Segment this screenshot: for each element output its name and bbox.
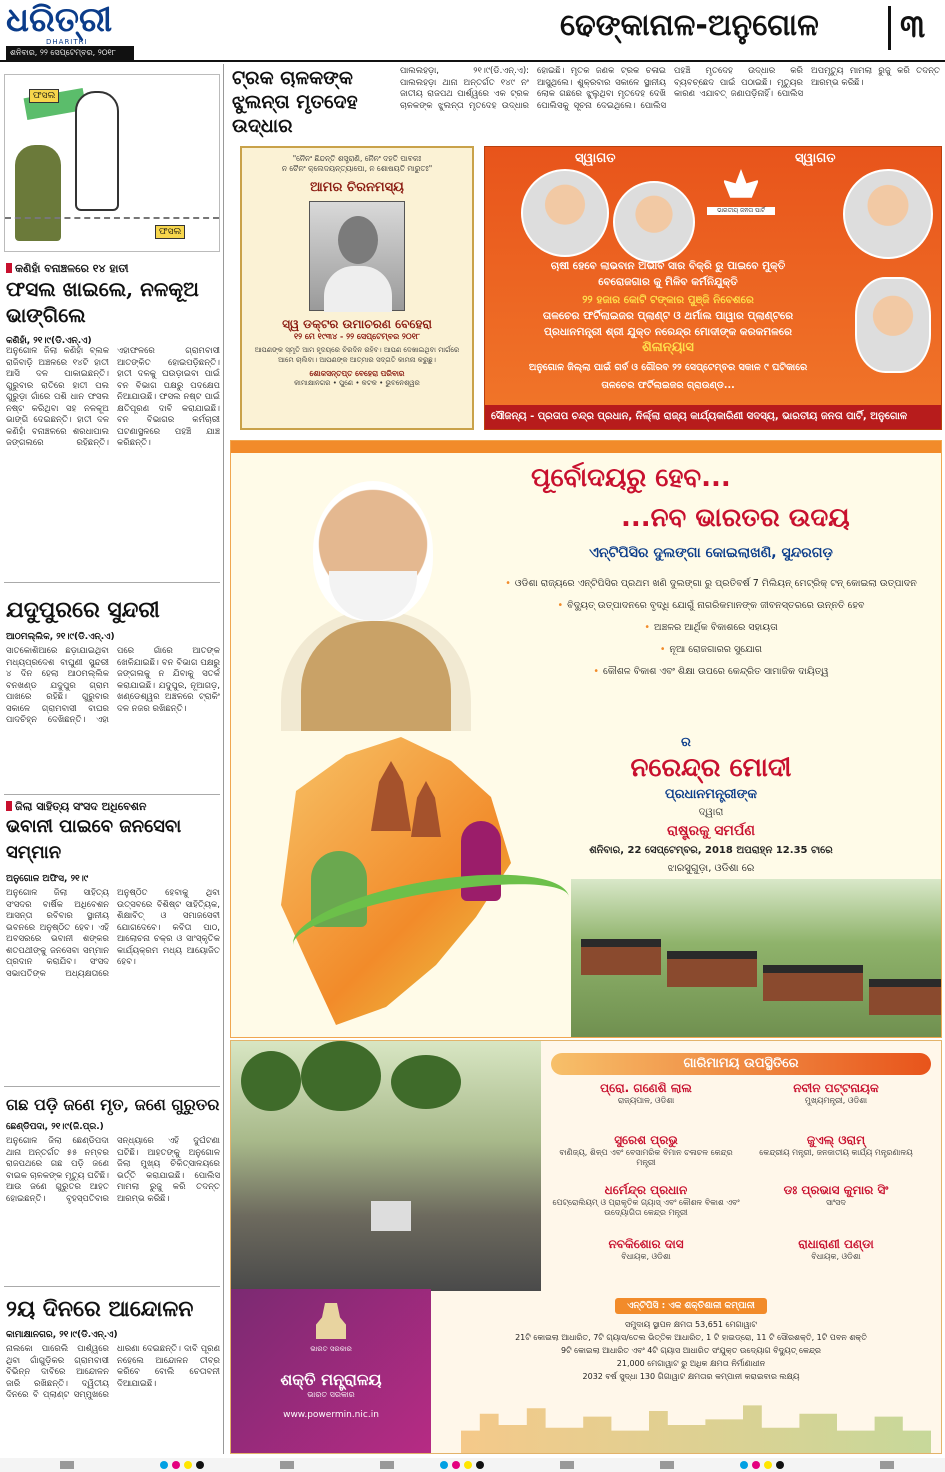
- tree-icon: [391, 1055, 461, 1109]
- ad-footer: ସୌଜନ୍ୟ - ପ୍ରତାପ ଚନ୍ଦ୍ର ପ୍ରଧାନ, ନିର୍ଲ୍ଲା ରାଜ୍ୟ କାର୍ଯ୍ୟକାରିଣୀ ସଦସ୍ୟ, ଭାରତୀୟ ଜନତା ପାର୍ଟି, ଅନୁଗୋଳ: [485, 405, 941, 429]
- guest-item: [741, 1133, 931, 1158]
- portrait-photo: [855, 277, 931, 373]
- divider: [4, 582, 220, 583]
- facts-title: ଏନ୍‌ଟିପିସି : ଏକ ଶକ୍ତିଶାଳୀ କମ୍ପାନୀ: [615, 1298, 767, 1314]
- guest-name: ସୁରେଶ ପ୍ରଭୁ: [614, 1133, 678, 1147]
- power-ministry-advertisement: [230, 1040, 942, 1454]
- list-item: • କୌଶଳ ବିକାଶ ଏବଂ ଶିକ୍ଷା ଉପରେ କେନ୍ଦ୍ରିତ ସାମାଜିକ ଦାୟିତ୍ୱ: [491, 661, 931, 683]
- list-item: • ନୂଆ ରୋଜଗାରର ସୁଯୋଗ: [491, 639, 931, 661]
- divider: [4, 794, 220, 795]
- article-dateline: କଣିହାଁ, ୨୧।୯(ଡି.ଏନ୍.ଏ): [6, 336, 92, 346]
- obituary-title: ଆମର ଚିରନମସ୍ୟ: [310, 180, 404, 195]
- ad-connector: ଦ୍ୱାରା: [698, 807, 724, 818]
- left-column: [0, 64, 224, 1454]
- article-truck-driver: [232, 66, 942, 136]
- obituary-name: ସ୍ୱ ଡକ୍ଟର ଉମାଚରଣ ବେହେରା: [282, 317, 432, 331]
- ad-heading-2: ...ନବ ଭାରତର ଉଦୟ: [621, 503, 850, 533]
- registration-mark: [560, 1461, 574, 1469]
- guest-item: [551, 1133, 741, 1168]
- ad-line: ପ୍ରଧାନମନ୍ତ୍ରୀ ଶ୍ରୀ ଯୁକ୍ତ ନରେନ୍ଦ୍ର ମୋଦୀଙ୍କ କରକମଳରେ: [544, 326, 792, 338]
- article-sahitya: [6, 800, 220, 1128]
- guest-item: [551, 1237, 741, 1262]
- registration-mark: [880, 1461, 894, 1469]
- ntpc-advertisement: [230, 440, 942, 1038]
- fact-item: 9ଟି କୋଇଲା ଆଧାରିତ ଏବଂ 4ଟି ଗ୍ୟାସ ଆଧାରିତ ସଂଯୁକ୍ତ ଉଦ୍ୟୋଗ ବିଦ୍ୟୁତ୍ କେନ୍ଦ୍ର: [561, 1346, 821, 1355]
- cartoon-box-label: ଫସଲ: [155, 225, 185, 239]
- event-datetime: ଶନିବାର, 22 ସେପ୍ଟେମ୍ବର, 2018 ଅପରାହ୍ନ 12.35 ଟାରେ: [589, 845, 833, 856]
- fact-item: 21ଟି କୋଇଲା ଆଧାରିତ, 7ଟି ଗ୍ୟାସ/ତେଲ ଭିତ୍ତିକ ଆଧାରିତ, 1 ଟି ହାଇଡ୍ରୋ, 11 ଟି ସୌରଶକ୍ତି, 1ଟି ପବନ ଶକ୍ତି: [515, 1333, 867, 1342]
- registration-mark: [280, 1461, 294, 1469]
- list-item: • ଅଞ୍ଚଳର ଆର୍ଥିକ ବିକାଶରେ ସହାୟତା: [491, 617, 931, 639]
- article-body: ଅନୁଗୋଳ ଜିଲା କଣିହାଁ ବ୍ଲକ ରାଜିବାଡ଼ି ଅଞ୍ଚଳରେ ୧୪ଟି ହାତୀ ଆସି ଦଳ ପାକାଇଛନ୍ତି। ଗୁରୁବାର ରାତିରେ ହାତୀ ପଲ ଗୁରୁଡ଼ା ଗାଁରେ ପଶି ଧାନ ଫସଲ ନଷ୍ଟ କରିଥିବା ସହ ନଳକୂଅ ଭାଙ୍ଗି ଦେଇଛନ୍ତି। ହାତୀ ଦଳ କଣିହାଁ ବନାଞ୍ଚଳରେ ଶରଧାପାଲ ଜଙ୍ଗଲରେ ରହିଛନ୍ତି। ଏହାଫଳରେ ଗ୍ରାମବାସୀ ଆତଙ୍କିତ ହୋଇପଡ଼ିଛନ୍ତି। ହାତୀ ଦଳକୁ ଘଉଡ଼ାଇବା ପାଇଁ ବନ ବିଭାଗ ପକ୍ଷରୁ ପଦକ୍ଷେପ ନିଆଯାଉଛି। ଫସଲ ନଷ୍ଟ ପାଇଁ କ୍ଷତିପୂରଣ ଦାବି କରାଯାଇଛି। ବନ ବିଭାଗର କର୍ମଚାରୀ ଘଟଣାସ୍ଥଳରେ ପହଞ୍ଚି ଯାଞ୍ଚ କରିଛନ୍ତି।: [6, 346, 220, 448]
- guest-role: ବାଣିଜ୍ୟ, ଶିଳ୍ପ ଏବଂ ବେସାମରିକ ବିମାନ ଚଳାଚଳ କେନ୍ଦ୍ର ମନ୍ତ୍ରୀ: [559, 1148, 733, 1167]
- obituary-family-places: କାମାକ୍ଷାନଗର • ପୁଣେ • କଟକ • ଭୁବନେଶ୍ୱର: [294, 379, 420, 387]
- magenta-dot: [752, 1461, 760, 1469]
- party-name: ଭାରତୀୟ ଜନତା ପାର୍ଟି: [707, 207, 775, 215]
- ministry-url[interactable]: www.powermin.nic.in: [283, 1410, 379, 1420]
- black-dot: [196, 1461, 204, 1469]
- fact-item: ସମୁଦାୟ ସ୍ଥାପନ କ୍ଷମତା 53,651 ମେଗାୱାଟ: [625, 1320, 757, 1329]
- cyan-dot: [160, 1461, 168, 1469]
- guest-role: ବିଧାୟକ, ଓଡିଶା: [621, 1252, 671, 1261]
- man-figure-icon: [75, 91, 119, 211]
- bjp-advertisement: [484, 146, 942, 430]
- govt-label: ଭାରତ ସରକାର: [310, 1345, 352, 1353]
- portrait-photo: [309, 201, 405, 311]
- national-emblem-icon: [316, 1303, 346, 1339]
- article-kicker: ଜିଲା ସାହିତ୍ୟ ସଂସଦ ଅଧିବେଶନ: [6, 800, 220, 814]
- divider: [888, 6, 891, 50]
- article-protest: [6, 1294, 220, 1460]
- tree-icon: [241, 1051, 301, 1111]
- obituary-text: ଆପଣଙ୍କ ସ୍ମୃତି ଆମ ହୃଦୟରେ ଚିରଦିନ ରହିବ। ଆପଣ ଦେଖାଇଥିବା ମାର୍ଗରେ ଆମେ ଚାଲିବା। ଆପଣଙ୍କ ଆତ୍ମାର ସଦ୍‌ଗତି କାମନା କରୁଛୁ।: [254, 346, 460, 364]
- pm-portrait-photo: [271, 471, 481, 721]
- ntpc-facts: [451, 1293, 931, 1443]
- ad-connector: ର: [681, 735, 691, 750]
- wagon-icon: [667, 951, 757, 987]
- welcome-left: ସ୍ୱାଗତ: [575, 151, 616, 166]
- logo-subtext: DHARITRI: [46, 38, 88, 46]
- article-tree-fall: [6, 1094, 220, 1284]
- guest-name: ନବକିଶୋର ଦାସ: [608, 1237, 684, 1251]
- divider: [4, 1286, 220, 1287]
- article-kicker: କଣିହାଁ ବନାଞ୍ଚଳରେ ୧୪ ହାତୀ: [6, 262, 220, 276]
- guest-role: ମୁଖ୍ୟମନ୍ତ୍ରୀ, ଓଡିଶା: [804, 1096, 868, 1105]
- registration-mark: [660, 1461, 674, 1469]
- magenta-dot: [452, 1461, 460, 1469]
- cyan-dot: [440, 1461, 448, 1469]
- logo-text: ଧରିତ୍ରୀ: [6, 0, 113, 40]
- ad-line: ଶିଳାନ୍ୟାସ: [642, 340, 694, 355]
- article-dateline: କାମାକ୍ଷାନଗର, ୨୧।୯(ଡି.ଏନ୍.ଏ): [6, 1330, 118, 1340]
- magenta-dot: [172, 1461, 180, 1469]
- yellow-dot: [184, 1461, 192, 1469]
- pm-title: ପ୍ରଧାନମନ୍ତ୍ରୀଙ୍କ: [664, 787, 758, 802]
- guest-name: ଧର୍ମେନ୍ଦ୍ର ପ୍ରଧାନ: [604, 1183, 688, 1197]
- coal-train-photo: [571, 879, 942, 1038]
- tree-icon: [301, 1041, 381, 1111]
- coal-mine-photo: [231, 1041, 541, 1291]
- article-tiger: [6, 594, 220, 792]
- ministry-sub: ଭାରତ ସରକାର: [307, 1390, 355, 1399]
- event-place: ଝାରସୁଗୁଡ଼ା, ଓଡିଶା ରେ: [667, 863, 755, 874]
- obituary-ad: [240, 146, 474, 430]
- ad-line: ବେରୋଜଗାର କୁ ମିଳିବ କର୍ମନିଯୁକ୍ତି: [598, 276, 738, 288]
- obituary-quote: "ନୈନଂ ଛିନ୍ଦନ୍ତି ଶସ୍ତ୍ରାଣି, ନୈନଂ ଦହତି ପାବକଃ ନ ଚୈନଂ କ୍ଲେଦୟନ୍ତ୍ୟାପୋ, ନ ଶୋଷୟତି ମାରୁତଃ": [281, 154, 433, 173]
- obituary-dates: ୧୨ ମେ ୧୯୩୪ - ୨୨ ସେପ୍ଟେମ୍ବର ୨୦୧୮: [293, 332, 421, 341]
- guest-name: ପ୍ରୋ. ଗଣେଶି ଲାଲ: [600, 1081, 692, 1095]
- article-headline: ଯଦୁପୁରରେ ସୁନ୍ଦରୀ: [6, 597, 160, 623]
- article-body: ପାଲଲହଡ଼ା, ୨୧।୯(ଡି.ଏନ୍.ଏ): ପାଲଲହଡ଼ା ଥାନା ଅନ୍ତର୍ଗତ ୧୪୯ ନଂ ଜାତୀୟ ରାଜପଥ ପାର୍ଶ୍ୱରେ ଏକ ଟ୍ରକ ଚାଳକଙ୍କ ଝୁଲନ୍ତା ମୃତଦେହ ଉଦ୍ଧାର ହୋଇଛି। ମୃତକ ଜଣକ ଟ୍ରକ ଚଳାଇ ଆସୁଥିଲେ। ଶୁକ୍ରବାର ସକାଳେ ସ୍ଥାନୀୟ ଲୋକ ଗଛରେ ଝୁଲୁଥିବା ମୃତଦେହ ଦେଖି ପୋଲିସକୁ ସୂଚନା ଦେଇଥିଲେ। ପୋଲିସ ପହଞ୍ଚି ମୃତଦେହ ଉଦ୍ଧାର କରି ବ୍ୟବଚ୍ଛେଦ ପାଇଁ ପଠାଇଛି। ମୃତ୍ୟୁର କାରଣ ଏଯାବତ୍ ଜଣାପଡ଼ିନାହିଁ। ପୋଲିସ ଅପମୃତ୍ୟୁ ମାମଲା ରୁଜୁ କରି ତଦନ୍ତ ଆରମ୍ଭ କରିଛି।: [400, 66, 940, 111]
- guest-name: ନବୀନ ପଟ୍ଟନାୟକ: [793, 1081, 879, 1095]
- page-title: ଢେଙ୍କାନାଳ-ଅନୁଗୋଳ: [560, 8, 819, 43]
- guest-role: ରାଜ୍ୟପାଳ, ଓଡିଶା: [617, 1096, 675, 1105]
- truck-icon: [371, 1201, 411, 1231]
- page-number: ୩: [900, 7, 926, 45]
- guest-name: ଡଃ ପ୍ରଭାସ କୁମାର ସିଂ: [783, 1183, 889, 1197]
- guest-item: [551, 1183, 741, 1218]
- article-dateline: ଛେଣ୍ଡିପଦା, ୨୧।୯(ଜି.ପ୍ର.): [6, 1122, 104, 1132]
- ad-section-title: ଗାରିମାମୟ ଉପସ୍ଥିତିରେ: [551, 1053, 931, 1075]
- yellow-dot: [464, 1461, 472, 1469]
- registration-mark: [380, 1461, 394, 1469]
- guest-role: ସାଂସଦ: [826, 1198, 846, 1207]
- ad-dedication: ରାଷ୍ଟ୍ରକୁ ସମର୍ପଣ: [667, 823, 755, 839]
- guest-role: ପେଟ୍ରୋଲିୟମ୍ ଓ ପ୍ରାକୃତିକ ଗ୍ୟାସ୍ ଏବଂ କୌଶଳ ବିକାଶ ଏବଂ ଉଦ୍ୟୋଗିତା କେନ୍ଦ୍ର ମନ୍ତ୍ରୀ: [552, 1198, 740, 1217]
- cyan-dot: [740, 1461, 748, 1469]
- ad-points: [491, 573, 931, 683]
- wagon-icon: [581, 939, 661, 975]
- lotus-icon: [723, 169, 759, 205]
- article-headline: ଗଛ ପଡ଼ି ଜଣେ ମୃତ, ଜଣେ ଗୁରୁତର: [6, 1095, 220, 1114]
- portrait-photo: [613, 181, 695, 263]
- ad-line: ତାଳଚେର ଫର୍ଟିଲାଇଜର ଗ୍ରାଉଣ୍ଡ...: [601, 380, 735, 391]
- portrait-photo: [521, 169, 609, 257]
- guest-role: କେନ୍ଦ୍ରୀୟ ମନ୍ତ୍ରୀ, ଜନଜାତୀୟ କାର୍ଯ୍ୟ ମନ୍ତ୍ରଣାଳୟ: [759, 1148, 913, 1157]
- fact-item: 21,000 ମେଗାୱାଟ ରୁ ଅଧିକ କ୍ଷମତା ନିର୍ମାଣାଧୀନ: [616, 1359, 766, 1368]
- guest-role: ବିଧାୟକ, ଓଡିଶା: [811, 1252, 861, 1261]
- ministry-name: ଶକ୍ତି ମନ୍ତ୍ରାଳୟ: [280, 1370, 382, 1389]
- yellow-dot: [764, 1461, 772, 1469]
- article-dateline: ଆଠମଲ୍ଲିକ, ୨୧।୯(ଡି.ଏନ୍.ଏ): [6, 632, 115, 642]
- obituary-family: ଶୋକସନ୍ତପ୍ତ ବେହେରା ପରିବାର: [309, 369, 405, 378]
- print-color-bar: [0, 1458, 945, 1472]
- article-body: ଅନୁଗୋଳ ଜିଲା ଛେଣ୍ଡିପଦା ଥାନା ଅନ୍ତର୍ଗତ ୫୫ ନମ୍ବର ରାଜପଥରେ ଗଛ ପଡ଼ି ଜଣେ ବାଇକ ଚାଳକଙ୍କ ମୃତ୍ୟୁ ଘଟିଛି। ଆଉ ଜଣେ ଗୁରୁତର ଆହତ ହୋଇଛନ୍ତି। ବୃହସ୍ପତିବାର ସନ୍ଧ୍ୟାରେ ଏହି ଦୁର୍ଘଟଣା ଘଟିଛି। ଆହତଙ୍କୁ ଅନୁଗୋଳ ଜିଲା ମୁଖ୍ୟ ଚିକିତ୍ସାଳୟରେ ଭର୍ତ୍ତି କରାଯାଇଛି। ପୋଲିସ ମାମଲା ରୁଜୁ କରି ତଦନ୍ତ ଆରମ୍ଭ କରିଛି।: [6, 1136, 220, 1204]
- article-headline: ଫସଲ ଖାଇଲେ, ନଳକୂଅ ଭାଙ୍ଗିଲେ: [6, 277, 199, 327]
- fence-icon: [5, 217, 219, 241]
- article-headline: ଭବାନୀ ପାଇବେ ଜନସେବା ସମ୍ମାନ: [6, 816, 182, 863]
- decorative-band: [231, 441, 941, 453]
- ad-heading-1: ପୂର୍ବୋଦୟରୁ ହେବ...: [531, 463, 731, 493]
- wagon-icon: [763, 965, 863, 1001]
- ministry-brand-panel: [231, 1289, 431, 1454]
- black-dot: [776, 1461, 784, 1469]
- list-item: • ବିଦ୍ୟୁତ୍ ଉତ୍ପାଦନରେ ବୃଦ୍ଧି ଯୋଗୁଁ ନାଗରିକମାନଙ୍କ ଜୀବନସ୍ତରରେ ଉନ୍ନତି ହେବ: [491, 595, 931, 617]
- ad-line: ତାଳଚେର ଫର୍ଟିଲାଇଜର ପ୍ଲାଣ୍ଟ ଓ ଥର୍ମାଲ ପାୱାର ପ୍ଲାଣ୍ଟରେ: [542, 310, 794, 322]
- guest-name: ରାଧାରାଣୀ ପଣ୍ଡା: [798, 1237, 874, 1251]
- guest-item: [741, 1183, 931, 1208]
- guest-item: [741, 1081, 931, 1106]
- guest-item: [551, 1081, 741, 1106]
- ad-line: ଅନୁଗୋଳ ଜିଲ୍ଲା ପାଇଁ ଗର୍ବ ଓ ଗୌରବ ୨୨ ସେପ୍ଟେମ୍ବର ସକାଳ ୯ ଘଟିକାରେ: [528, 362, 808, 373]
- divider: [4, 1086, 220, 1087]
- welcome-right: ସ୍ୱାଗତ: [795, 151, 836, 166]
- wagon-icon: [869, 979, 942, 1015]
- pm-name: ନରେନ୍ଦ୍ର ମୋଦୀ: [630, 753, 792, 783]
- portrait-photo: [843, 169, 933, 259]
- issue-date: ଶନିବାର, ୨୨ ସେପ୍ଟେମ୍ବର, ୨୦୧୮: [6, 46, 134, 60]
- black-dot: [476, 1461, 484, 1469]
- masthead: [0, 0, 945, 62]
- guest-name: ଜୁଏଲ୍ ଓରାମ୍: [806, 1133, 866, 1147]
- article-body: ନାଲକୋ ପାରେଲି ପାର୍ଶ୍ୱରେ ଥିବା ଗାଁଗୁଡ଼ିକର ଗ୍ରାମବାସୀ ବିଭିନ୍ନ ଦାବିରେ ଆନ୍ଦୋଳନ ଜାରି ରଖିଛନ୍ତି। ଦ୍ୱିତୀୟ ଦିନରେ ବି ପ୍ଲାଣ୍ଟ ସମ୍ମୁଖରେ ଧାରଣା ଦେଇଛନ୍ତି। ଦାବି ପୂରଣ ନହେଲେ ଆନ୍ଦୋଳନ ତୀବ୍ର କରିବେ ବୋଲି ଚେତାବନୀ ଦିଆଯାଇଛି।: [6, 1344, 220, 1400]
- article-headline: ଟ୍ରକ ଚାଳକଙ୍କ ଝୁଲନ୍ତା ମୃତଦେହ ଉଦ୍ଧାର: [232, 67, 358, 137]
- article-dateline: ଅନୁଗୋଳ ଅଫିସ, ୨୧।୯: [6, 874, 89, 884]
- list-item: • ଓଡିଶା ରାଜ୍ୟରେ ଏନ୍‌ଟିପିସିର ପ୍ରଥମ ଖଣି ଦୁଲଙ୍ଗା ରୁ ପ୍ରତିବର୍ଷ 7 ମିଲିୟନ୍ ମେଟ୍ରିକ୍ ଟନ୍ କୋଇଲା ଉତ୍ପାଦନ: [491, 573, 931, 595]
- ad-heading-3: ଏନ୍‌ଟିପିସିର ଦୁଲଙ୍ଗା କୋଇଲାଖଣି, ସୁନ୍ଦରଗଡ଼: [589, 545, 833, 561]
- ad-line: ୨୨ ହଜାର କୋଟି ଟଙ୍କାର ପୁଞ୍ଜି ନିବେଶରେ: [582, 294, 754, 306]
- article-elephants: [6, 262, 220, 634]
- cartoon-label: ଫସଲ: [29, 89, 59, 103]
- registration-mark: [60, 1461, 74, 1469]
- article-headline: ୨ୟ ଦିନରେ ଆନ୍ଦୋଳନ: [6, 1296, 194, 1322]
- article-body: ସାତକୋଶିଆରେ ଛଡ଼ାଯାଇଥିବା ମଧ୍ୟପ୍ରଦେଶ ବାଘୁଣୀ ସୁନ୍ଦରୀ ୪ ଦିନ ହେଲା ଆଠମଲ୍ଲିକ ବନଖଣ୍ଡ ଯଦୁପୁର ଗ୍ରାମ ପାଖରେ ରହିଛି। ଗୁରୁବାର ସକାଳେ ଗ୍ରାମବାସୀ ବାଘର ପାଦଚିହ୍ନ ଦେଖିଛନ୍ତି। ଏହା ପରେ ଗାଁରେ ଆତଙ୍କ ଖେଳିଯାଇଛି। ବନ ବିଭାଗ ପକ୍ଷରୁ ଜଙ୍ଗଲକୁ ନ ଯିବାକୁ ସତର୍କ କରାଯାଇଛି। ଯଦୁପୁର, ନୂଆଗଡ଼, ଖଣ୍ଡେଶ୍ୱର ଅଞ୍ଚଳରେ ଟ୍ରାକିଂ ଦଳ ନଜର ରଖିଛନ୍ତି।: [6, 646, 220, 725]
- article-body: ଅନୁଗୋଳ ଜିଲା ସାହିତ୍ୟ ସଂସଦର ବାର୍ଷିକ ଅଧିବେଶନ ଆସନ୍ତା ରବିବାର ସ୍ଥାନୀୟ ଭବନରେ ଅନୁଷ୍ଠିତ ହେବ। ଏହି ଅବସରରେ ଭବାନୀ ଶଙ୍କର ଶତପଥୀଙ୍କୁ ଜନସେବା ସମ୍ମାନ ପ୍ରଦାନ କରାଯିବ। ସଂସଦ ସଭାପତିଙ୍କ ଅଧ୍ୟକ୍ଷତାରେ ଅନୁଷ୍ଠିତ ହେବାକୁ ଥିବା ଉତ୍ସବରେ ବିଶିଷ୍ଟ ସାହିତ୍ୟିକ, ଶିକ୍ଷାବିତ୍ ଓ ସମାଜସେବୀ ଯୋଗଦେବେ। କବିତା ପାଠ, ଆଲୋଚନା ଚକ୍ର ଓ ସାଂସ୍କୃତିକ କାର୍ଯ୍ୟକ୍ରମ ମଧ୍ୟ ଆୟୋଜିତ ହେବ।: [6, 888, 220, 979]
- ad-line: ଚାଷୀ ହେବେ ଲାଭବାନ ଅଭାବି ସାର ବିକ୍ରି ରୁ ପାଇବେ ମୁକ୍ତି: [550, 260, 786, 272]
- fact-item: 2032 ବର୍ଷ ସୁଦ୍ଧା 130 ଗିଗାୱାଟ କ୍ଷମତାର କମ୍ପାନୀ କରାଇବାର ଲକ୍ଷ୍ୟ: [582, 1372, 800, 1381]
- cartoon: [4, 74, 220, 252]
- guest-item: [741, 1237, 931, 1262]
